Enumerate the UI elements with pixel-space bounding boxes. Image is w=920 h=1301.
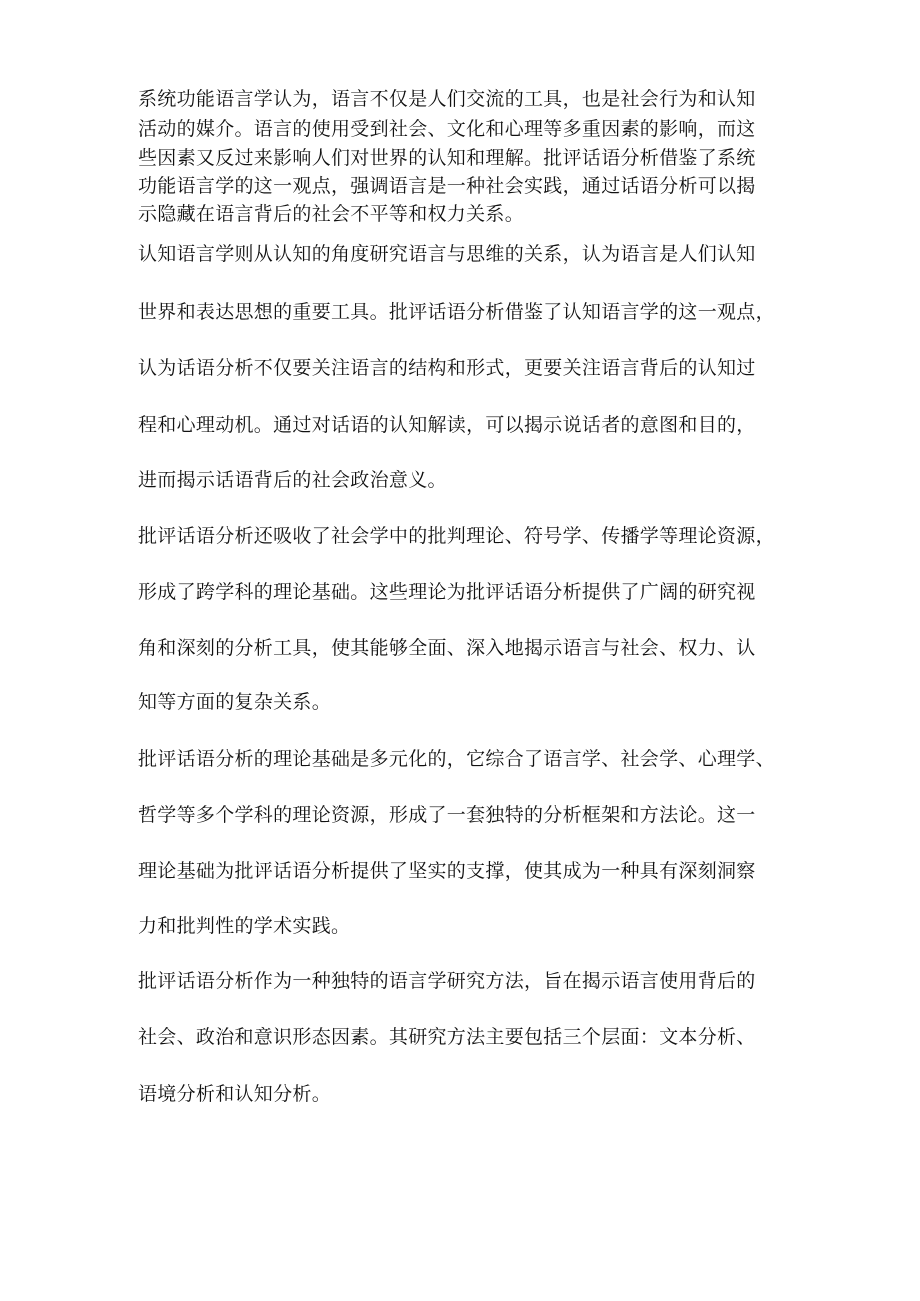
paragraph-line: 理论基础为批评话语分析提供了坚实的支撑，使其成为一种具有深刻洞察 — [138, 860, 756, 882]
paragraph-line: 批评话语分析作为一种独特的语言学研究方法，旨在揭示语言使用背后的 — [138, 970, 756, 992]
paragraph-line: 进而揭示话语背后的社会政治意义。 — [138, 469, 447, 491]
paragraph-line: 形成了跨学科的理论基础。这些理论为批评话语分析提供了广阔的研究视 — [138, 581, 756, 603]
paragraph-line: 功能语言学的这一观点，强调语言是一种社会实践，通过话语分析可以揭 — [138, 175, 756, 197]
paragraph-line: 语境分析和认知分析。 — [138, 1083, 332, 1105]
paragraph-line: 世界和表达思想的重要工具。批评话语分析借鉴了认知语言学的这一观点， — [138, 301, 775, 323]
paragraph-line: 力和批判性的学术实践。 — [138, 915, 351, 937]
paragraph-line: 系统功能语言学认为，语言不仅是人们交流的工具，也是社会行为和认知 — [138, 88, 756, 110]
paragraph-line: 哲学等多个学科的理论资源，形成了一套独特的分析框架和方法论。这一 — [138, 804, 756, 826]
paragraph-line: 批评话语分析还吸收了社会学中的批判理论、符号学、传播学等理论资源， — [138, 525, 775, 547]
paragraph-line: 些因素又反过来影响人们对世界的认知和理解。批评话语分析借鉴了系统 — [138, 147, 756, 169]
paragraph-line: 示隐藏在语言背后的社会不平等和权力关系。 — [138, 203, 525, 225]
paragraph-line: 认为话语分析不仅要关注语言的结构和形式，更要关注语言背后的认知过 — [138, 357, 756, 379]
paragraph-line: 知等方面的复杂关系。 — [138, 691, 332, 713]
paragraph-line: 社会、政治和意识形态因素。其研究方法主要包括三个层面：文本分析、 — [138, 1026, 756, 1048]
paragraph-line: 程和心理动机。通过对话语的认知解读，可以揭示说话者的意图和目的， — [138, 414, 756, 436]
paragraph-line: 批评话语分析的理论基础是多元化的，它综合了语言学、社会学、心理学、 — [138, 748, 775, 770]
paragraph-line: 认知语言学则从认知的角度研究语言与思维的关系，认为语言是人们认知 — [138, 243, 756, 265]
paragraph-line: 角和深刻的分析工具，使其能够全面、深入地揭示语言与社会、权力、认 — [138, 637, 756, 659]
paragraph-line: 活动的媒介。语言的使用受到社会、文化和心理等多重因素的影响，而这 — [138, 118, 756, 140]
